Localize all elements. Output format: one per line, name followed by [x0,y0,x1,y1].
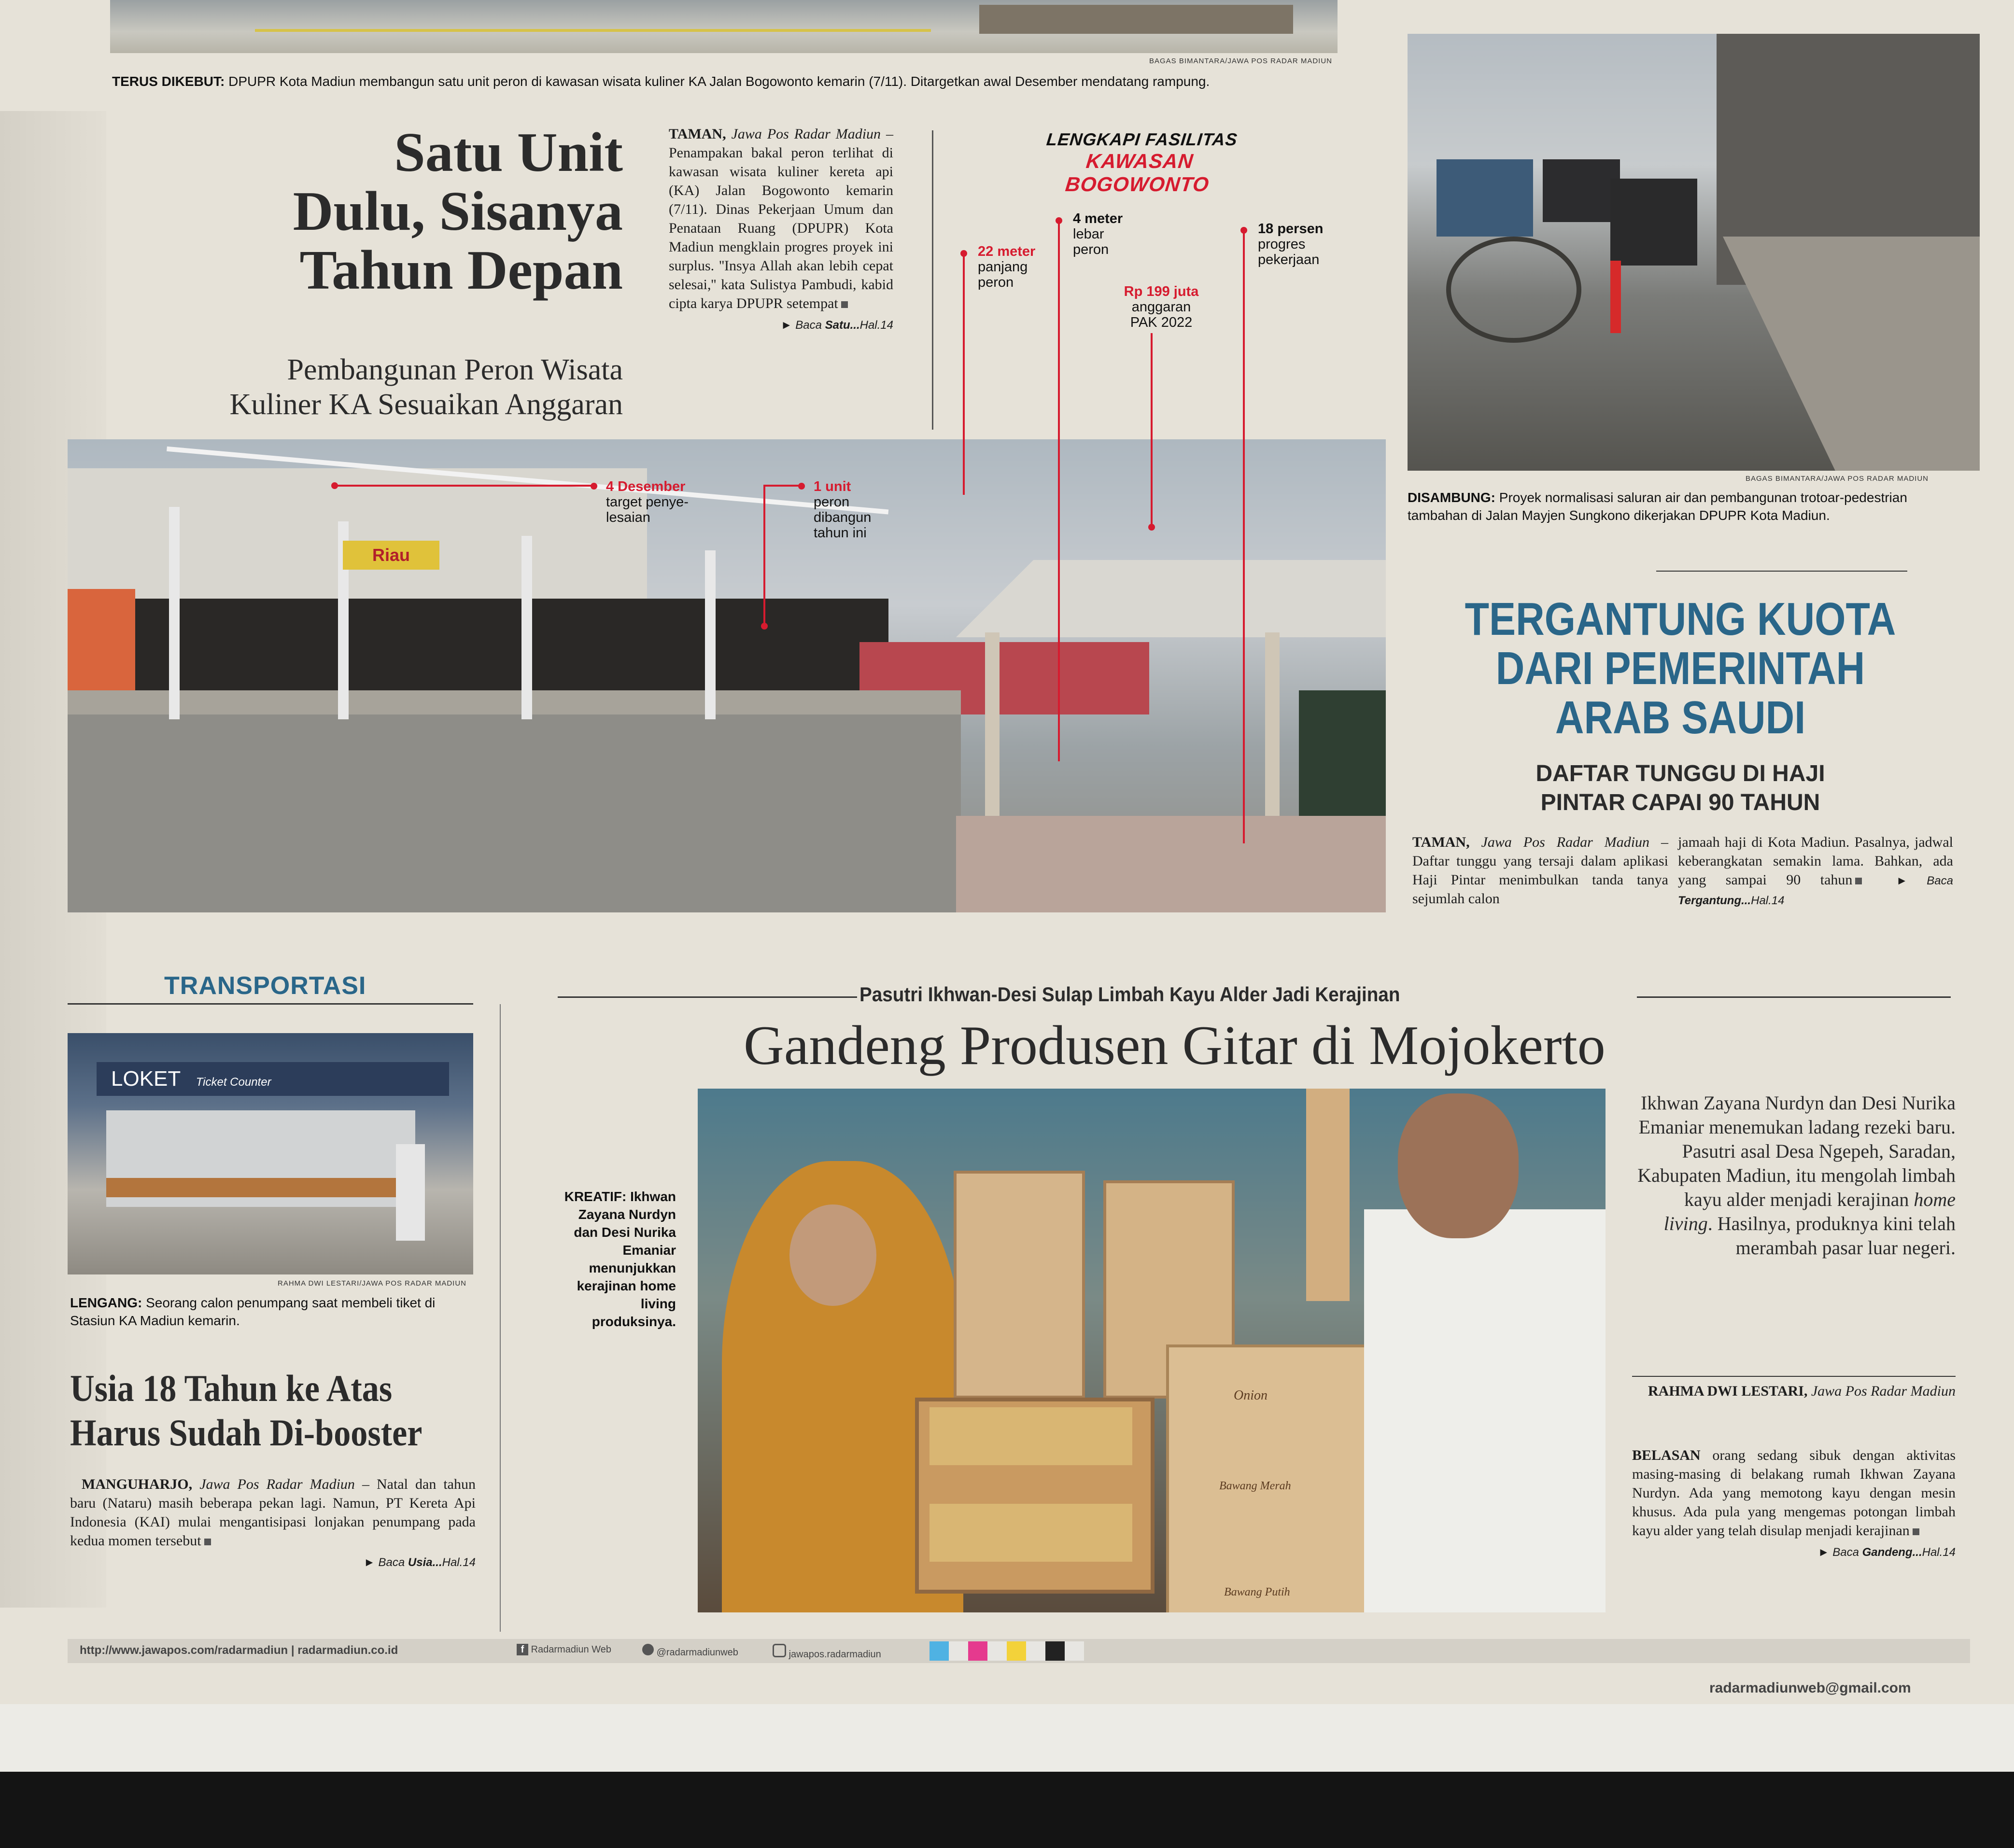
transport-caption: LENGANG: Seorang calon penumpang saat membeli tiket di Stasiun KA Madiun kemarin. [70,1295,436,1328]
story-text: – Penampakan bakal peron terlihat di kawasan wisata kuliner kereta api (KA) Jalan Bogowonto kemarin (7/11). Dinas Pekerjaan Umum dan Penataan Ruang (DPUPR) Kota Madiun mengklain progres proyek ini surplus. ''Insya Allah akan lebih cepat selesai,'' kata Sulistya Pambudi, kabid cipta karya DPUPR setempat [669,126,894,311]
craft-headline: Gandeng Produsen Gitar di Mojokerto [744,1015,1606,1077]
dateline-paper: Jawa Pos Radar Madiun [731,126,881,142]
marker-line [963,253,965,495]
drawer-label-onion: Onion [1234,1388,1268,1403]
annot-panjang: 22 meter panjang peron [978,244,1036,290]
right-divider [1656,571,1907,572]
annot-lebar: 4 meter lebar peron [1073,211,1123,257]
drawer-label-putih: Bawang Putih [1224,1586,1290,1598]
haji-body-col2: jamaah haji di Kota Madiun. Pasalnya, jadwal keberangkatan semakin lama. Bahkan, ada yang sampai 90 tahun ► Baca Tergantung...Hal.14 [1678,834,1953,907]
craft-photo [698,1089,1606,1612]
footer-facebook[interactable]: f Radarmadiun Web [517,1644,611,1655]
subhead-line: Kuliner KA Sesuaikan Anggaran [229,388,623,421]
continue-link[interactable]: ► Baca Tergantung...Hal.14 [1678,874,1953,907]
right-photo-caption [1408,489,1953,524]
scanner-background [0,1772,2014,1848]
column-divider [500,1004,501,1632]
main-subhead [111,352,623,422]
top-photo-credit: BAGAS BIMANTARA/JAWA POS RADAR MADIUN [1149,57,1332,65]
infographic-title-line2: KAWASAN BOGOWONTO [1064,150,1211,196]
top-photo-caption [112,72,1338,90]
facebook-icon: f [517,1644,528,1655]
end-mark [841,301,848,308]
footer-email[interactable]: radarmadiunweb@gmail.com [1709,1680,1911,1696]
transport-headline [70,1366,444,1455]
continue-link[interactable]: ► Baca Satu...Hal.14 [780,319,893,332]
marker-line [763,485,765,625]
headline-line: Tahun Depan [299,239,623,301]
annot-anggaran: Rp 199 juta anggaran PAK 2022 [1124,284,1199,330]
top-photo-strip [110,0,1338,53]
drawer-label-merah: Bawang Merah [1219,1480,1291,1492]
twitter-icon [642,1644,654,1655]
marker-line [333,485,594,487]
dateline: TAMAN, [669,126,726,142]
annot-target: 4 Desember target penye- lesaian [606,479,689,525]
byline-rule [1632,1376,1956,1377]
caption-text: DPUPR Kota Madiun membangun satu unit peron di kawasan wisata kuliner KA Jalan Bogowonto kemarin (7/11). Ditargetkan awal Desember mendatang rampung. [228,74,1210,89]
annot-unit: 1 unit peron dibangun tahun ini [814,479,872,541]
caption-text: Proyek normalisasi saluran air dan pembangunan trotoar-pedestrian tambahan di Jalan Mayjen Sungkono dikerjakan DPUPR Kota Madiun. [1408,490,1907,523]
craft-caption: KREATIF: Ikhwan Zayana Nurdyn dan Desi Nurika Emaniar menunjukkan kerajinan home living produksinya. [564,1189,676,1329]
craft-intro: Ikhwan Zayana Nurdyn dan Desi Nurika Emaniar menemukan ladang rezeki baru. Pasutri asal Desa Ngepeh, Saradan, Kabupaten Madiun, itu mengolah limbah kayu alder menjadi kerajinan home living. Hasilnya, produknya kini telah merambah pasar luar negeri. [1637,1092,1956,1259]
subhead-line: PINTAR CAPAI 90 TAHUN [1540,790,1820,815]
haji-subhead [1400,759,1960,817]
craft-byline: RAHMA DWI LESTARI, Jawa Pos Radar Madiun [1648,1383,1956,1399]
main-story-body [669,125,893,335]
subhead-line: Pembangunan Peron Wisata [287,353,623,386]
marker-line [1058,221,1060,761]
subhead-line: DAFTAR TUNGGU DI HAJI [1535,761,1825,786]
main-headline [159,123,623,300]
haji-body-col1: TAMAN, Jawa Pos Radar Madiun – Daftar tunggu yang tersaji dalam aplikasi Haji Pintar menimbulkan tanda tanya sejumlah calon [1412,834,1669,907]
headline-line: DARI PEMERINTAH [1495,643,1865,694]
footer-instagram[interactable]: jawapos.radarmadiun [773,1644,881,1660]
marker-line [1243,230,1245,843]
headline-line: TERGANTUNG KUOTA [1465,593,1896,645]
loket-sign: LOKET Ticket Counter [97,1062,449,1096]
transport-rubric-rule [68,1003,473,1005]
headline-line: Usia 18 Tahun ke Atas [70,1367,393,1409]
continue-link[interactable]: ► Baca Usia...Hal.14 [364,1556,476,1569]
kicker-rule-left [558,996,857,998]
craft-kicker: Pasutri Ikhwan-Desi Sulap Limbah Kayu Alder Jadi Kerajinan [859,983,1400,1006]
infographic-title [1011,129,1269,196]
caption-lead: TERUS DIKEBUT: [112,74,225,89]
paper-bottom-edge [0,1704,2014,1772]
headline-line: Harus Sudah Di-booster [70,1412,423,1454]
right-photo-credit: BAGAS BIMANTARA/JAWA POS RADAR MADIUN [1746,475,1929,483]
haji-headline [1431,595,1929,742]
marker-line [764,485,801,487]
infographic-divider [932,130,933,430]
kicker-rule-right [1637,996,1951,998]
right-photo-road [1408,34,1980,471]
color-registration-marks [930,1641,1084,1661]
footer-website[interactable]: http://www.jawapos.com/radarmadiun | radarmadiun.co.id [80,1644,398,1657]
transport-photo-credit: RAHMA DWI LESTARI/JAWA POS RADAR MADIUN [278,1279,466,1288]
transport-photo-loket [68,1033,473,1274]
transport-rubric: TRANSPORTASI [164,972,366,1000]
transport-body: MANGUHARJO, Jawa Pos Radar Madiun – Natal dan tahun baru (Nataru) masih beberapa pekan lagi. Namun, PT Kereta Api Indonesia (KAI) mulai mengantisipasi lonjakan penumpang pada kedua momen tersebut ► Baca Usia...Hal.14 [70,1475,476,1572]
headline-line: Satu Unit [394,122,623,183]
main-photo-peron [68,439,1386,912]
craft-body: BELASAN orang sedang sibuk dengan aktivitas masing-masing di belakang rumah Ikhwan Zayana Nurdyn. Ada yang memotong kayu dengan mesin khusus. Ada pula yang mengemas potongan limbah kayu alder yang telah disulap menjadi kerajinan ► Baca Gandeng...Hal.14 [1632,1446,1956,1562]
headline-line: Dulu, Sisanya [293,181,623,242]
caption-lead: DISAMBUNG: [1408,490,1495,505]
continue-link[interactable]: ► Baca Gandeng...Hal.14 [1817,1546,1956,1559]
footer-twitter[interactable]: @radarmadiunweb [642,1644,738,1658]
building-sign: Riau [343,541,439,570]
instagram-icon [773,1644,786,1657]
annot-progres: 18 persen progres pekerjaan [1258,221,1324,267]
marker-line [1151,333,1153,526]
headline-line: ARAB SAUDI [1555,692,1806,743]
infographic-title-line1: LENGKAPI FASILITAS [1045,129,1239,149]
